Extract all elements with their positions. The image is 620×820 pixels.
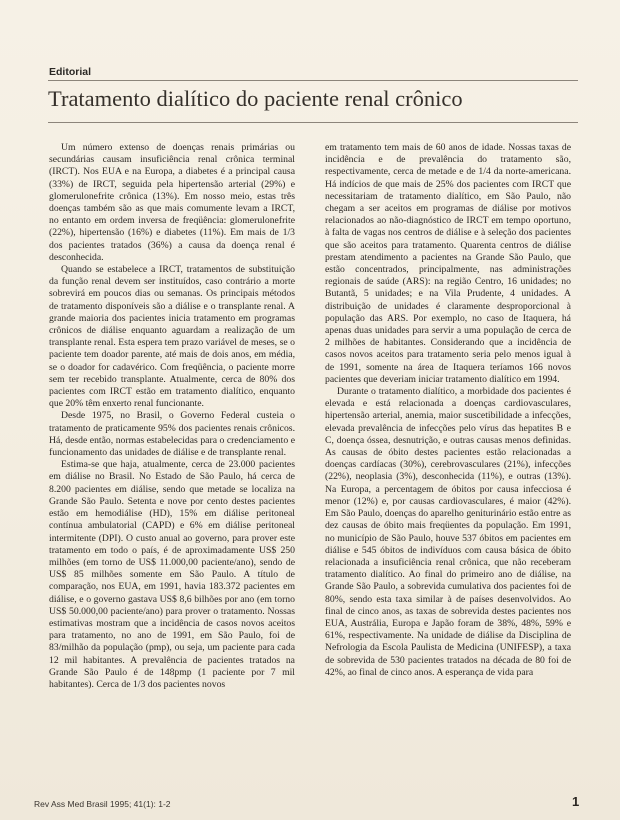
text-column-right [325, 142, 571, 762]
paragraph: Quando se estabelece a IRCT, tratamentos de substituição da função renal devem ser instituídos, caso contrário a morte sobrevirá em poucos dias ou semanas. Os principais métodos de tratamento disponíveis são a diálise e o transplante renal. A grande maioria dos pacientes inicia tratamento em programas crônicos de diálise enquanto aguardam a realização de um transplante renal. Esta espera tem prazo variável de meses, se o paciente tem doador parente, até mais de dois anos, em média, se o doador for cadavérico. Com freqüência, o paciente morre sem ter recebido transplante. Atualmente, cerca de 80% dos pacientes com IRCT estão em tratamento dialítico, enquanto que 20% têm enxerto renal funcionante. [49, 264, 295, 410]
article-title: Tratamento dialítico do paciente renal crônico [48, 86, 463, 111]
page-number: 1 [572, 794, 580, 809]
paragraph: Desde 1975, no Brasil, o Governo Federal custeia o tratamento de praticamente 95% dos pacientes renais crônicos. Há, desde então, normas estabelecidas para o credenciamento e funcionamento das unidades de diálise e de transplante renal. [49, 410, 295, 459]
text-column-left [49, 142, 295, 762]
paragraph: Estima-se que haja, atualmente, cerca de 23.000 pacientes em diálise no Brasil. No Estado de São Paulo, há cerca de 8.200 pacientes em diálise, sendo que metade se localiza na Grande São Paulo. Setenta e nove por cento destes pacientes estão em hemodiálise (HD), 15% em diálise peritoneal contínua ambulatorial (CAPD) e 6% em diálise peritoneal intermitente (DPI). O custo anual ao governo, para prover este tratamento em todo o país, é de aproximadamente US$ 250 milhões (em torno de US$ 11.000,00 paciente/ano), sendo de US$ 85 milhões somente em São Paulo. A título de comparação, nos EUA, em 1991, havia 183.372 pacientes em diálise, e o governo gastava US$ 8,6 bilhões por ano (em torno US$ 50.000,00 paciente/ano) para prover o tratamento. Nossas estimativas mostram que a incidência de casos novos aceitos para tratamento, no ano de 1991, em São Paulo, foi de 83/milhão da população (pmp), ou seja, um paciente para cada 12 mil habitantes. A prevalência de pacientes tratados na Grande São Paulo é de 148pmp (1 paciente por 7 mil habitantes). Cerca de 1/3 dos pacientes novos [49, 459, 295, 690]
section-label: Editorial [49, 66, 92, 78]
paragraph: Durante o tratamento dialítico, a morbidade dos pacientes é elevada e está relacionada a doenças cardiovasculares, hipertensão arterial, anemia, maior suscetibilidade a infecções, elevada prevalência de infecções pelo vírus das hepatites B e C, doença óssea, desnutrição, e outras causas menos definidas. As causas de óbito destes pacientes estão relacionadas a doenças cardíacas (30%), cerebrovasculares (21%), infecções (22%), neoplasia (3%), desconhecida (11%), e outras (13%). Na Europa, a percentagem de óbitos por causa infecciosa é menor (12%) e, por causas cardiovasculares, é maior (42%). Em São Paulo, doenças do aparelho geniturinário estão entre as dez causas de óbito mais freqüentes da população. Em 1991, no município de São Paulo, houve 537 óbitos em pacientes em diálise e 545 óbitos de indivíduos com causa básica de óbito relacionada a insuficiência renal crônica, que não receberam tratamento dialítico. Ao final do primeiro ano de diálise, na Grande São Paulo, a sobrevida cumulativa dos pacientes foi de 80%, sendo esta taxa similar à de países desenvolvidos. Ao final de cinco anos, as taxas de sobrevida destes pacientes nos EUA, Austrália, Europa e Japão foram de 38%, 48%, 59% e 61%, respectivamente. Na unidade de diálise da Disciplina de Nefrologia da Escola Paulista de Medicina (UNIFESP), a taxa de sobrevida de 530 pacientes tratados na década de 80 foi de 42%, ao final de cinco anos. A esperança de vida para [325, 386, 571, 678]
paragraph: Um número extenso de doenças renais primárias ou secundárias causam insuficiência renal crônica terminal (IRCT). Nos EUA e na Europa, a diabetes é a principal causa (33%) de IRCT, seguida pela hipertensão arterial (29%) e glomerulonefrite crônica (13%). Em nosso meio, estas três doenças também são as que mais comumente levam a IRCT, no entanto em ordem inversa de freqüência: glomerulonefrite (22%), hipertensão (16%) e diabetes (11%). Em mais de 1/3 dos pacientes tratados (36%) a causa da doença renal é desconhecida. [49, 142, 295, 263]
title-rule [48, 122, 578, 123]
paragraph: em tratamento tem mais de 60 anos de idade. Nossas taxas de incidência e de prevalência do tratamento são, respectivamente, cerca de metade e de 1/4 da norte-americana. Há indícios de que mais de 25% dos pacientes com IRCT que necessitariam de tratamento dialítico, em São Paulo, não chegam a ser aceitos em programas de diálise por motivos relacionados ao não-diagnóstico de IRCT em tempo oportuno, à falta de vagas nos centros de diálise e à seleção dos pacientes que são aceitos para tratamento. Quarenta centros de diálise prestam atendimento a pacientes na Grande São Paulo, que estão concentrados, principalmente, nas administrações regionais de saúde (ARS): na região Centro, 16 unidades; no Butantã, 5 unidades; e na Vila Prudente, 4 unidades. A distribuição de unidades é claramente desproporcional à população das ARS. Por exemplo, no caso de Itaquera, há apenas duas unidades para servir a uma população de cerca de 2 milhões de habitantes. Considerando que a incidência de casos novos aceitos para tratamento seria pelo menos igual à de 1991, somente na área de Itaquera teríamos 166 novos pacientes que deveriam iniciar tratamento dialítico em 1994. [325, 142, 571, 385]
journal-citation: Rev Ass Med Brasil 1995; 41(1): 1-2 [34, 799, 171, 809]
top-rule [48, 80, 578, 81]
